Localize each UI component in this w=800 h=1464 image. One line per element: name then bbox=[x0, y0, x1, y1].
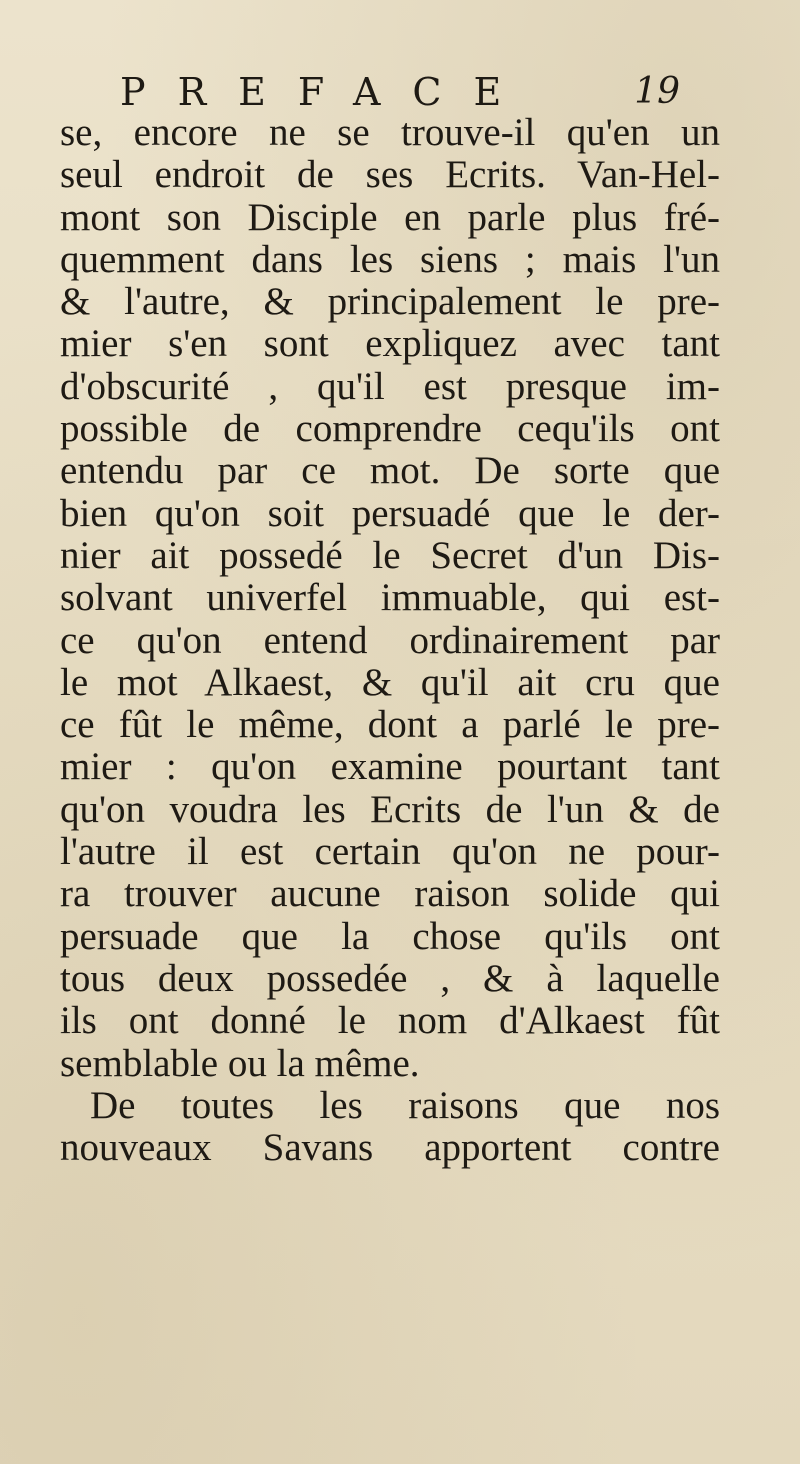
text-line: ils ont donné le nom d'Alkaest fût bbox=[60, 999, 720, 1043]
text-line: ra trouver aucune raison solide qui bbox=[60, 872, 720, 916]
text-line: quemment dans les siens ; mais l'un bbox=[60, 237, 720, 281]
text-line: persuade que la chose qu'ils ont bbox=[60, 914, 720, 958]
text-line: mier s'en sont expliquez avec tant bbox=[60, 322, 720, 366]
text-line: nouveaux Savans apportent contre bbox=[60, 1126, 720, 1170]
text-line: bien qu'on soit persuadé que le der- bbox=[60, 491, 720, 535]
text-line: le mot Alkaest, & qu'il ait cru que bbox=[60, 660, 720, 704]
text-line: d'obscurité , qu'il est presque im- bbox=[60, 364, 720, 408]
running-title: PREFACE bbox=[120, 70, 534, 114]
text-line: & l'autre, & principalement le pre- bbox=[60, 280, 720, 324]
paragraph-end-line: semblable ou la même. bbox=[60, 1041, 420, 1085]
text-line: l'autre il est certain qu'on ne pour- bbox=[60, 830, 720, 874]
text-line: mont son Disciple en parle plus fré- bbox=[60, 195, 720, 239]
text-line: qu'on voudra les Ecrits de l'un & de bbox=[60, 787, 720, 831]
text-line: tous deux possedée , & à laquelle bbox=[60, 956, 720, 1000]
text-line: mier : qu'on examine pourtant tant bbox=[60, 745, 720, 789]
paragraph-start-line: De toutes les raisons que nos bbox=[90, 1083, 720, 1127]
body-text bbox=[60, 112, 720, 1169]
text-line: ce qu'on entend ordinairement par bbox=[60, 618, 720, 662]
text-line: possible de comprendre cequ'ils ont bbox=[60, 407, 720, 451]
text-line: nier ait possedé le Secret d'un Dis- bbox=[60, 533, 720, 577]
text-line: seul endroit de ses Ecrits. Van-Hel- bbox=[60, 153, 720, 197]
text-line: se, encore ne se trouve-il qu'en un bbox=[60, 111, 720, 154]
text-line: entendu par ce mot. De sorte que bbox=[60, 449, 720, 493]
text-line: ce fût le même, dont a parlé le pre- bbox=[60, 703, 720, 747]
page-header bbox=[120, 68, 680, 116]
text-line: solvant univerfel immuable, qui est- bbox=[60, 576, 720, 620]
page-number: 19 bbox=[634, 71, 680, 112]
